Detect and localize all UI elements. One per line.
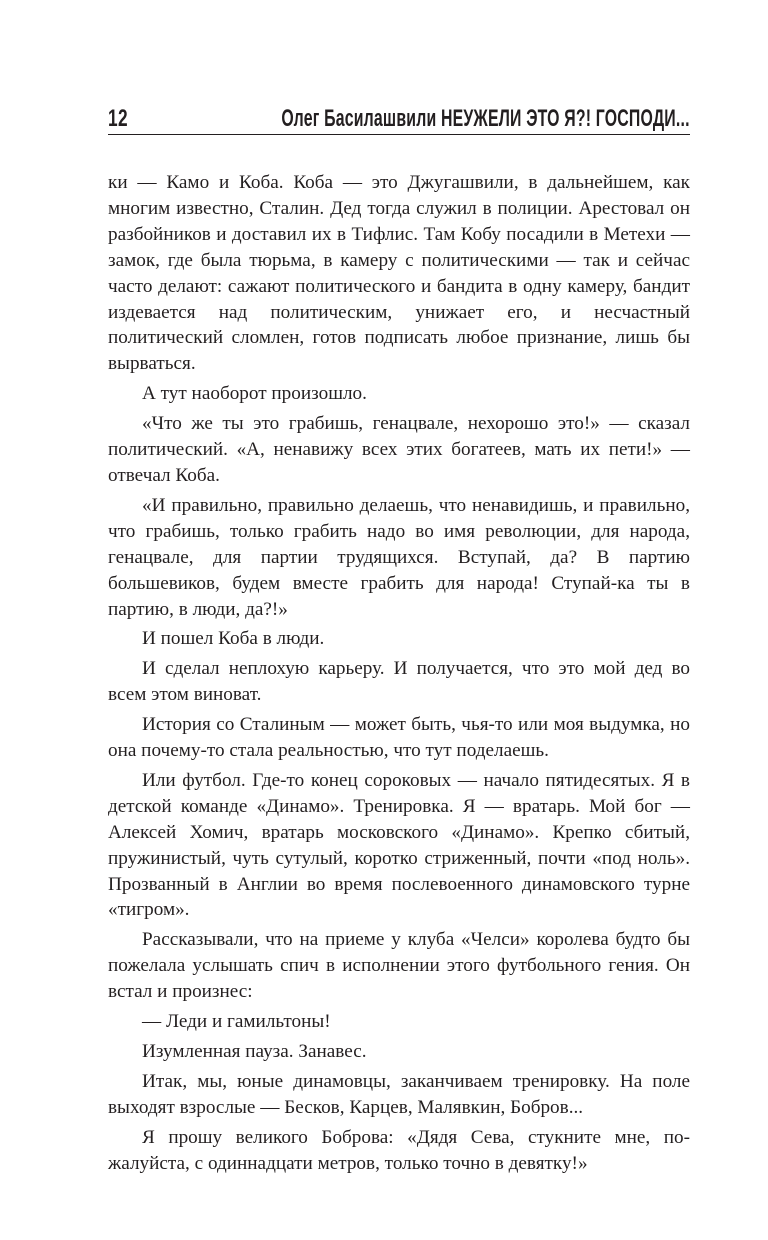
paragraph: Итак, мы, юные динамовцы, заканчиваем тренировку. На поле выходят взрослые — Бесков, Карцев, Малявкин, Бобров... bbox=[108, 1070, 690, 1118]
paragraph: ки — Камо и Коба. Коба — это Джугашвили, в дальнейшем, как многим известно, Сталин. Дед тогда служил в полиции. Арестовал он разбойников и доставил их в Тифлис. Там Кобу посадили в Метехи — замок, где была тюрьма, в камеру с политическими — так и сейчас часто делают: сажают политического и бандита в одну камеру, бандит издевается над политическим, унижает его, и несчастный политический сломлен, готов подписать любое признание, лишь бы вырваться. bbox=[108, 172, 690, 375]
page-body-text bbox=[108, 170, 690, 1181]
author-and-book-title: Олег Басилашвили НЕУЖЕЛИ ЭТО Я?! ГОСПОДИ... bbox=[281, 105, 690, 132]
paragraph: И сделал неплохую карьеру. И получается, что это мой дед во всем этом виноват. bbox=[108, 658, 690, 706]
paragraph: «Что же ты это грабишь, генацвале, нехорошо это!» — сказал политический. «А, ненавижу всех этих богатеев, мать их пети!» — отвечал Коба. bbox=[108, 413, 690, 486]
running-header bbox=[108, 102, 690, 135]
paragraph: И пошел Коба в люди. bbox=[142, 628, 325, 650]
paragraph: А тут наоборот произошло. bbox=[142, 383, 367, 405]
paragraph: — Леди и гамильтоны! bbox=[142, 1011, 331, 1033]
paragraph: Я прошу великого Боброва: «Дядя Сева, стукните мне, пожалуйста, с одиннадцати метров, только точно в девятку!» bbox=[108, 1126, 690, 1174]
paragraph: История со Сталиным — может быть, чья-то или моя выдумка, но она почему-то стала реальностью, что тут поделаешь. bbox=[108, 714, 690, 762]
paragraph: Или футбол. Где-то конец сороковых — начало пятидесятых. Я в детской команде «Динамо». Тренировка. Я — вратарь. Мой бог — Алексей Хомич, вратарь московского «Динамо». Крепко сбитый, пружинистый, чуть сутулый, коротко стриженный, почти «под ноль». Прозванный в Англии во время послевоенного динамовского турне «тигром». bbox=[108, 769, 690, 921]
page-number: 12 bbox=[108, 105, 128, 132]
paragraph: Изумленная пауза. Занавес. bbox=[142, 1041, 367, 1062]
paragraph: Рассказывали, что на приеме у клуба «Челси» королева будто бы пожелала услышать спич в исполнении этого футбольного гения. Он встал и произнес: bbox=[108, 929, 690, 1003]
paragraph: «И правильно, правильно делаешь, что ненавидишь, и правильно, что грабишь, только грабить надо во имя революции, для народа, генацвале, для партии трудящихся. Вступай, да? В партию большевиков, будем вместе грабить для народа! Ступай-ка ты в партию, в люди, да?!» bbox=[108, 494, 690, 620]
